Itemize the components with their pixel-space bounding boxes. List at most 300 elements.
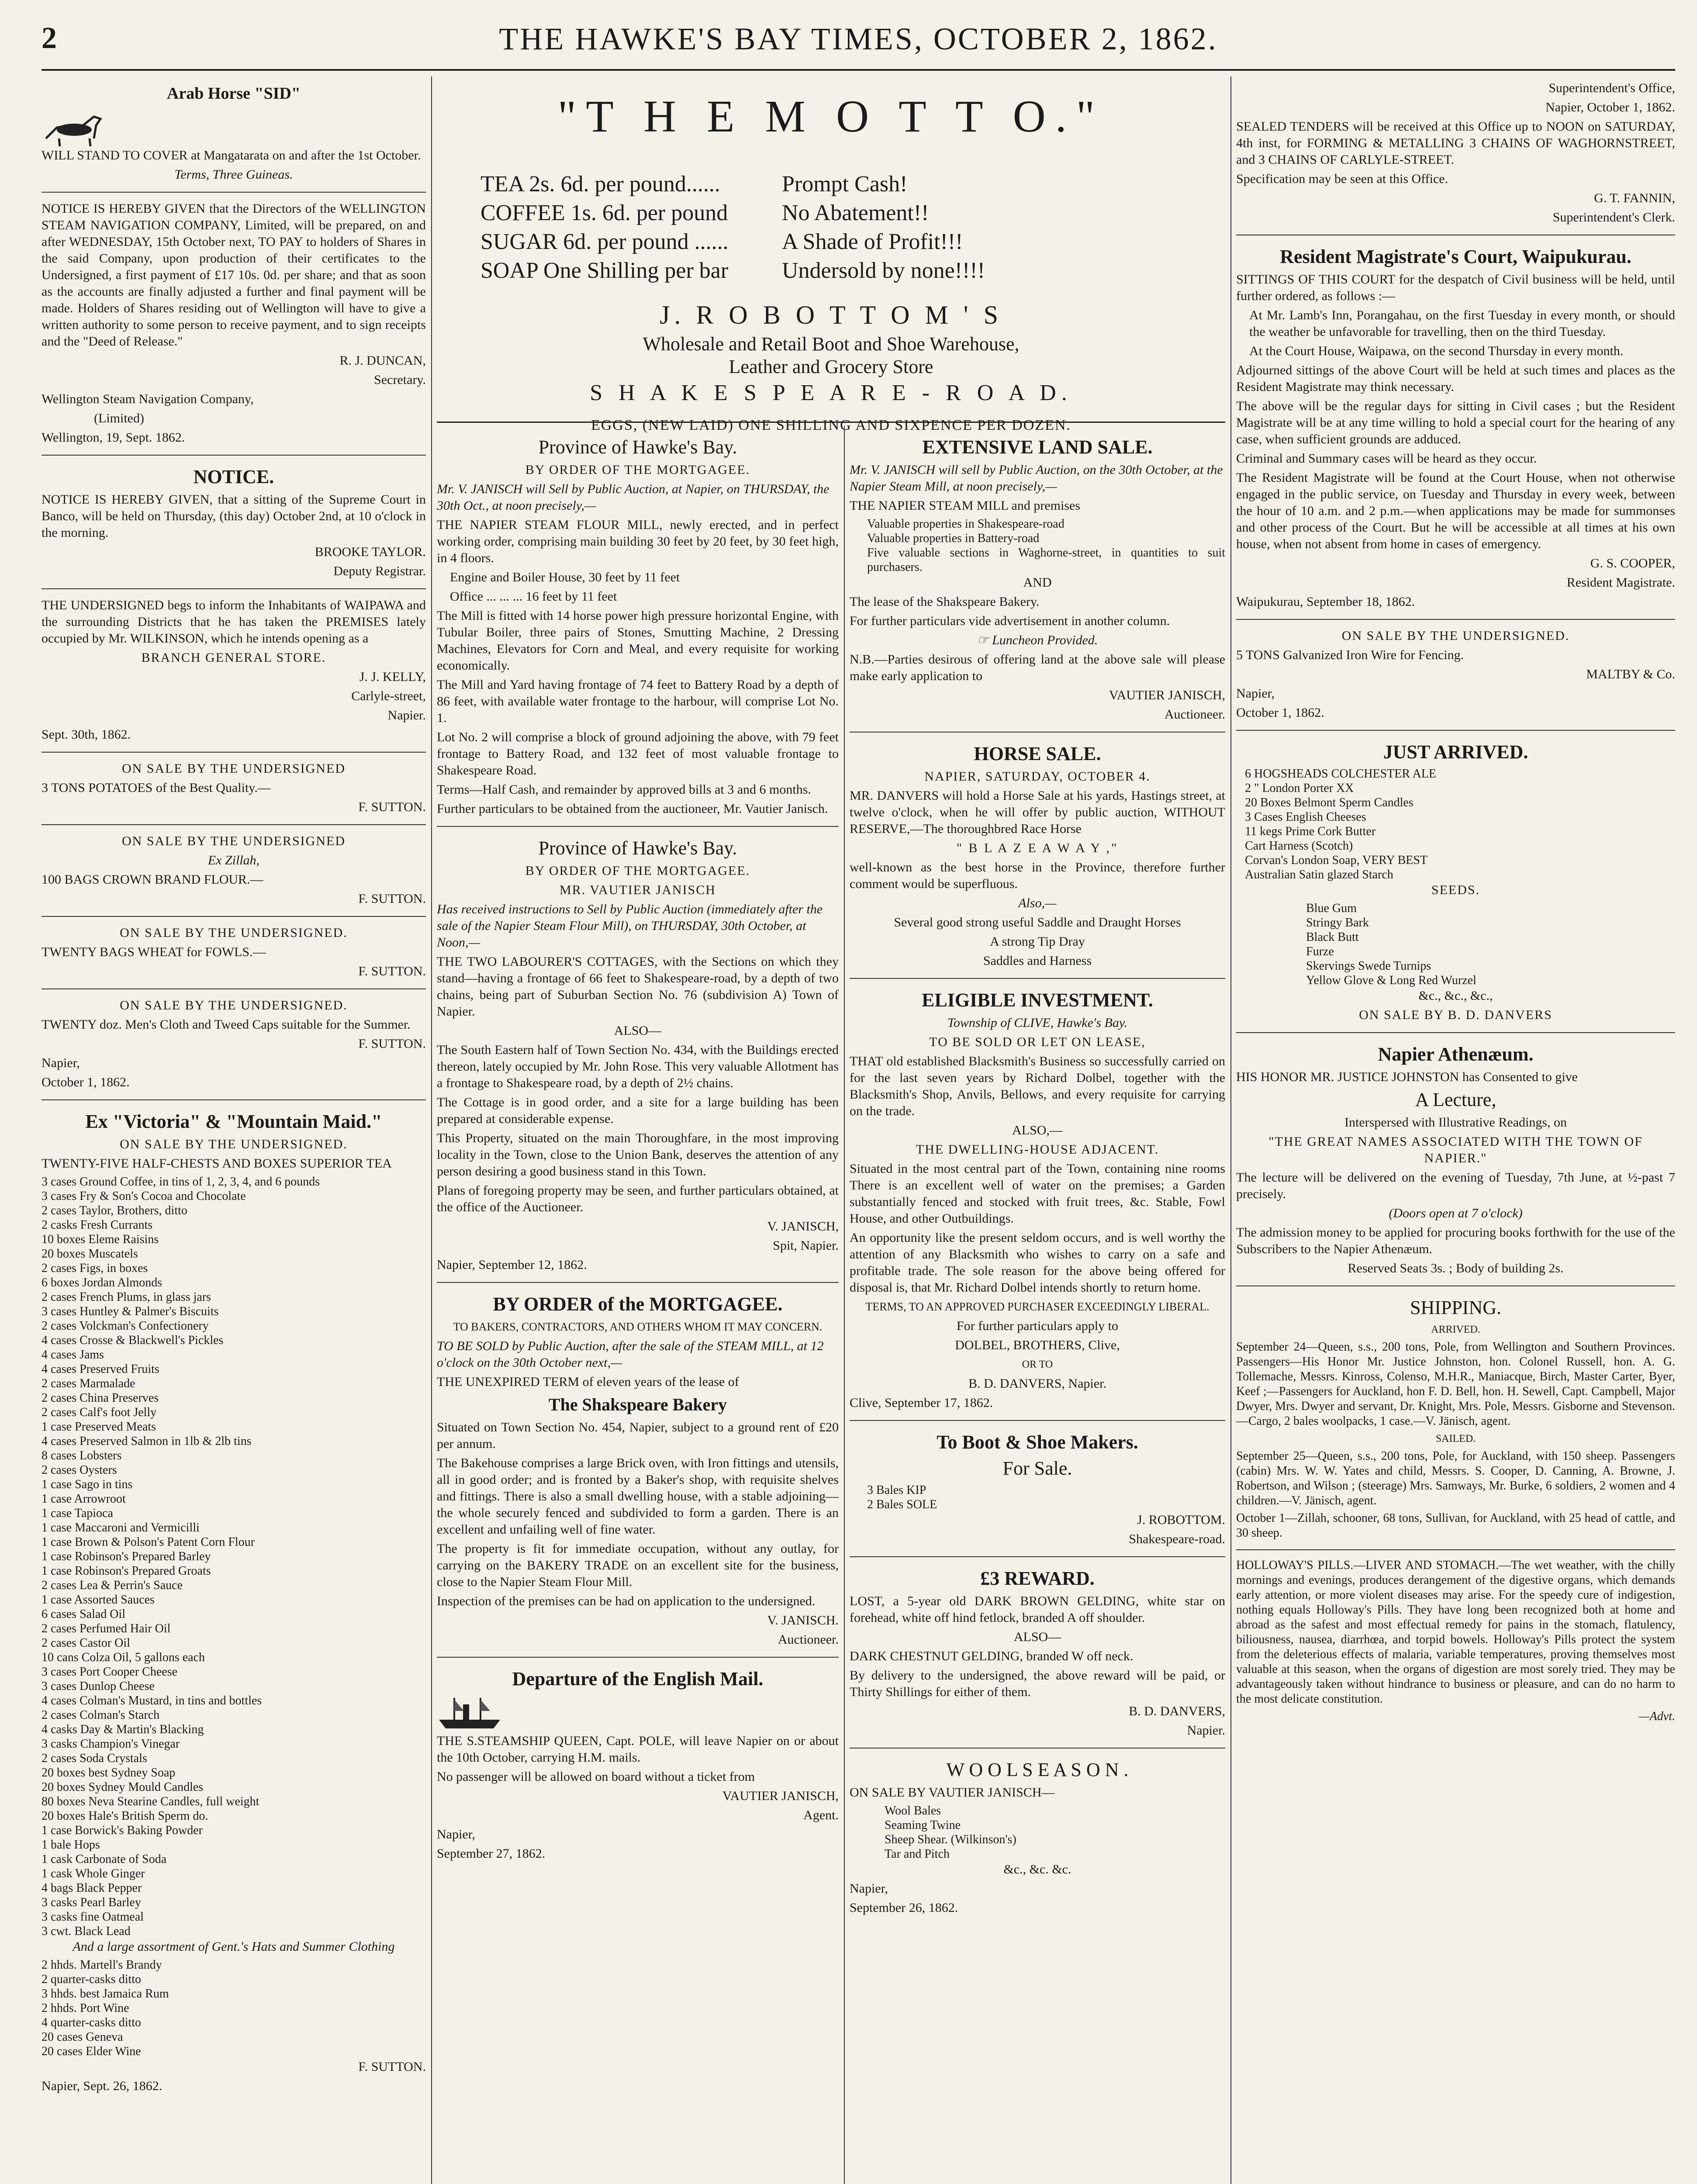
signer: VAUTIER JANISCH, <box>1109 688 1225 702</box>
shipping-entry: September 24—Queen, s.s., 200 tons, Pole, from Wellington and Southern Provinces. Passengers—His Honor Mr. Justice Johnston, hon. Colonel Russell, hon. A. G. Tollemache, Messrs. Kinross, Colenso, M.H.R., Maniacque, Birch, Master Carter, Byer, Keef ;—Passengers for Auckland, hon F. D. Bell, hon. H. Sewell, Capt. Campbell, Major Dwyer, Mrs. Dwyer and servant, Dr. Knight, Mrs. Pole, Messrs. Gisborne and Stevenson.—Cargo, 2 bales woolpacks, 1 case.—V. Jänisch, agent. <box>1236 1340 1675 1428</box>
reward-ad <box>850 1562 1225 1749</box>
list-item: Wool Bales <box>885 1804 941 1818</box>
list-item: 1 case Maccaroni and Vermicilli <box>41 1521 200 1534</box>
signer: F. SUTTON. <box>358 892 426 906</box>
tenders-ad <box>1236 76 1675 235</box>
list-item: 3 Bales KIP <box>867 1483 926 1497</box>
ad-paragraph: Situated on Town Section No. 454, Napier, subject to a ground rent of £20 per annum. <box>437 1420 839 1451</box>
ad-heading: ON SALE BY THE UNDERSIGNED. <box>1341 629 1570 643</box>
motto-title: "T H E M O T T O." <box>557 91 1105 142</box>
investment-ad <box>850 983 1225 1421</box>
lecture-topic: "THE GREAT NAMES ASSOCIATED WITH THE TOWN OF NAPIER." <box>1268 1134 1643 1165</box>
ad-paragraph: At Mr. Lamb's Inn, Porangahau, on the first Tuesday in every month, or should the weather be unfavorable for travelling, then on the third Tuesday. <box>1249 308 1675 339</box>
list-item: 20 boxes Sydney Mould Candles <box>41 1780 204 1794</box>
grocery-list <box>41 1175 426 1939</box>
ad-place: Napier, <box>1236 686 1275 701</box>
ad-date: Waipukurau, September 18, 1862. <box>1236 594 1415 609</box>
ad-text: ON SALE BY VAUTIER JANISCH— <box>850 1785 1055 1800</box>
arrived-items-list <box>1245 767 1675 882</box>
price-item: COFFEE 1s. 6d. per pound <box>480 200 728 225</box>
just-arrived-ad <box>1236 735 1675 1033</box>
terms-note: TERMS, TO AN APPROVED PURCHASER EXCEEDINGLY LIBERAL. <box>865 1300 1210 1313</box>
list-item: 3 cwt. Black Lead <box>41 1925 131 1938</box>
bakery-name: The Shakspeare Bakery <box>548 1395 727 1414</box>
ad-subheading: Township of CLIVE, Hawke's Bay. <box>947 1016 1127 1030</box>
list-item: Australian Satin glazed Starch <box>1245 868 1393 881</box>
also-label: Also,— <box>1018 896 1057 910</box>
signer-role: Secretary. <box>374 373 426 387</box>
list-item: 6 boxes Jordan Almonds <box>41 1276 162 1289</box>
sailed-label: SAILED. <box>1435 1433 1476 1444</box>
doors-note: (Doors open at 7 o'clock) <box>1389 1206 1523 1220</box>
firm-name: DOLBEL, BROTHERS, Clive, <box>955 1338 1120 1352</box>
ad-place <box>437 1257 839 1273</box>
list-item: 1 case Tapioca <box>41 1507 113 1520</box>
ad-paragraph: Lot No. 2 will comprise a block of ground adjoining the above, with 79 feet frontage to Battery Road, and 132 feet of most valuable frontage to Shakespeare Road. <box>437 730 839 778</box>
signer: F. SUTTON. <box>358 2060 426 2074</box>
list-item: Corvan's London Soap, VERY BEST <box>1245 854 1428 867</box>
motto-advertisement <box>437 76 1225 433</box>
list-item: 2 Bales SOLE <box>867 1498 937 1511</box>
ad-heading: JUST ARRIVED. <box>1383 741 1528 763</box>
potatoes-ad <box>41 757 426 825</box>
caps-ad <box>41 994 426 1100</box>
date-text: September 12, <box>478 1258 554 1272</box>
ad-subheading: BY ORDER OF THE MORTGAGEE. <box>525 864 750 878</box>
signer-role: Auctioneer. <box>1164 707 1225 722</box>
ad-paragraph: N.B.—Parties desirous of offering land at the above sale will please make early application to <box>850 652 1225 683</box>
ad-paragraph: The property is fit for immediate occupation, without any outlay, for carrying on the BAKERY TRADE on an excellent site for the business, close to the Napier Steam Flour Mill. <box>437 1541 839 1589</box>
list-item: 8 cases Lobsters <box>41 1449 122 1462</box>
arrived-label: ARRIVED. <box>1431 1324 1480 1335</box>
ad-paragraph: No passenger will be allowed on board without a ticket from <box>437 1769 755 1784</box>
ad-heading: Province of Hawke's Bay. <box>538 436 737 458</box>
boot-makers-ad <box>850 1425 1225 1557</box>
list-item: 2 cases Oysters <box>41 1463 117 1477</box>
list-item: 2 cases Calf's foot Jelly <box>41 1406 157 1419</box>
also-label: ALSO— <box>614 1023 662 1038</box>
list-item: 10 boxes Eleme Raisins <box>41 1233 159 1246</box>
ad-heading: ON SALE BY THE UNDERSIGNED. <box>120 926 348 940</box>
arab-horse-ad <box>41 76 426 193</box>
ad-text: THE UNDERSIGNED begs to inform the Inhabitants of WAIPAWA and the surrounding Districts that he has taken the PREMISES lately occupied by Mr. WILKINSON, which he intends opening as a <box>41 598 426 646</box>
ad-paragraph: The Bakehouse comprises a large Brick oven, with Iron fittings and utensils, all in good order; and is fronted by a Baker's shop, with requisite shelves and fittings. There is also a small dwelling house, with a stable adjoining—the whole securely fenced and subdivided to form a garden. There is an excellent and unfailing well of fine water. <box>437 1456 839 1537</box>
ad-heading: Ex "Victoria" & "Mountain Maid." <box>85 1111 382 1132</box>
list-item: Seaming Twine <box>885 1818 961 1832</box>
cottages-ad <box>437 831 839 1283</box>
ad-date: Napier, Sept. 26, 1862. <box>41 2079 162 2093</box>
ad-date: Sept. 30th, 1862. <box>41 727 131 742</box>
ad-text: TWENTY doz. Men's Cloth and Tweed Caps suitable for the Summer. <box>41 1017 411 1032</box>
signer: VAUTIER JANISCH, <box>722 1789 839 1803</box>
ad-paragraph: Adjourned sittings of the above Court will be held at such times and places as the Resident Magistrate may think necessary. <box>1236 363 1675 394</box>
list-item: 2 casks Fresh Currants <box>41 1218 153 1232</box>
list-item: 6 cases Salad Oil <box>41 1607 126 1621</box>
list-item: 2 cases Figs, in boxes <box>41 1261 148 1275</box>
ad-paragraph: The above will be the regular days for sitting in Civil cases ; but the Resident Magistrate will be at any time willing to hold a special court for the hearing of any case, when sufficient grounds are adduced. <box>1236 399 1675 446</box>
ad-paragraph: Further particulars to be obtained from the auctioneer, Mr. Vautier Janisch. <box>437 802 828 816</box>
ad-intro: TO BE SOLD by Public Auction, after the sale of the STEAM MILL, at 12 o'clock on the 30th October next,— <box>437 1339 824 1370</box>
list-item: 3 cases Ground Coffee, in tins of 1, 2, 3, 4, and 6 pounds <box>41 1175 320 1189</box>
lecture-label: A Lecture, <box>1415 1089 1497 1110</box>
house-title: THE DWELLING-HOUSE ADJACENT. <box>916 1142 1159 1157</box>
magistrate-court-ad <box>1236 240 1675 620</box>
pointing-hand-icon: ☞ <box>977 633 992 647</box>
list-item: 2 quarter-casks ditto <box>41 1973 142 1986</box>
signer: B. D. DANVERS, <box>1129 1704 1225 1718</box>
ad-text: 3 TONS POTATOES of the Best Quality.— <box>41 781 271 795</box>
list-item: 2 cases Colman's Starch <box>41 1708 160 1722</box>
price-slogan: No Abatement!! <box>782 200 929 225</box>
wool-season-ad <box>850 1753 1225 1925</box>
ad-paragraph: The South Eastern half of Town Section No. 434, with the Buildings erected thereon, lately occupied by Mr. John Rose. This very valuable Allotment has a frontage to Shakespeare road, by a depth of 2½ chains. <box>437 1043 839 1090</box>
seeds-list <box>1306 901 1675 988</box>
ad-subheading: Ex Zillah, <box>207 853 260 867</box>
store-name: BRANCH GENERAL STORE. <box>141 650 326 665</box>
ad-heading: £3 REWARD. <box>980 1568 1095 1589</box>
signer-street: Carlyle-street, <box>351 689 426 703</box>
ad-text: HIS HONOR MR. JUSTICE JOHNSTON has Consented to give <box>1236 1070 1578 1084</box>
signer: J. ROBOTTOM. <box>1137 1513 1225 1527</box>
ad-intro: Has received instructions to Sell by Public Auction (immediately after the sale of the Napier Steam Flour Mill), on THURSDAY, 30th October, at Noon,— <box>437 902 823 950</box>
ad-text: HOLLOWAY'S PILLS.—LIVER AND STOMACH.—The wet weather, with the chilly mornings and evenings, produces derangement of the digestive organs, which demands early attention, or more violent diseases may arise. For the speedy cure of indigestion, nothing equals Holloway's Pills. They have long been recognized both at home and abroad as the safest and most effectual remedy for pains in the stomach, flatulency, biliousness, nausea, diarrhœa, and torpid bowels. Holloway's Pills protect the system from the deleterious effects of malaria, variable temperatures, proving themselves most valuable at this season, when the organs of digestion are most sorely tried. They may be advantageously taken without hindrance to business or pleasure, and can do no harm to the most delicate constitution. <box>1236 1559 1675 1706</box>
column-rule <box>1230 76 1231 2184</box>
ad-text: THAT old established Blacksmith's Business so successfully carried on for the last seven years by Richard Dolbel, together with the Blacksmith's Shop, Anvils, Bellows, and every requisite for carrying on the trade. <box>850 1054 1225 1118</box>
advert-mark: —Advt. <box>1638 1710 1675 1723</box>
list-item: 1 case Arrowroot <box>41 1492 126 1506</box>
grocery-ad <box>41 1105 426 2103</box>
list-item: 2 cases Marmalade <box>41 1377 135 1390</box>
list-item: 20 cases Elder Wine <box>41 2045 141 2058</box>
price-slogan: A Shade of Profit!!! <box>782 229 963 254</box>
list-item: 2 cases Castor Oil <box>41 1636 130 1650</box>
office-name: Superintendent's Office, <box>1548 81 1675 95</box>
list-item: 10 cans Colza Oil, 5 gallons each <box>41 1651 205 1664</box>
merchant-line: Leather and Grocery Store <box>729 356 933 377</box>
ad-text: NOTICE IS HEREBY GIVEN that the Directors of the WELLINGTON STEAM NAVIGATION COMPANY, Limited, will be prepared, on and after WEDNESDAY, 15th October next, TO PAY to holders of Shares in the said Company, upon production of their certificates to the Undersigned, a first payment of £17 10s. 0d. per share; and that as soon as the accounts are finally adjusted a further and final payment will be made. Holders of Shares residing out of Wellington will have to give a written authority to some person to receive payment, and to sign receipts and the "Deed of Release." <box>41 201 426 349</box>
ad-text: THE NAPIER STEAM FLOUR MILL, newly erected, and in perfect working order, comprising main building 30 feet by 20 feet, by 30 feet high, in 4 floors. <box>437 518 839 565</box>
etc-label: &c., &c. &c. <box>1003 1862 1071 1876</box>
list-item: 2 " London Porter XX <box>1245 781 1354 795</box>
ad-heading: ON SALE BY THE UNDERSIGNED <box>122 834 346 848</box>
list-item: 1 cask Carbonate of Soda <box>41 1852 167 1866</box>
column-3 <box>850 430 1225 2184</box>
list-item: 1 case Preserved Meats <box>41 1420 156 1434</box>
ad-heading: EXTENSIVE LAND SALE. <box>922 436 1153 458</box>
signer: V. JANISCH, <box>767 1219 839 1234</box>
column-rule <box>844 426 845 2184</box>
ad-subheading: NAPIER, SATURDAY, OCTOBER 4. <box>924 769 1151 784</box>
ad-intro: Mr. V. JANISCH will sell by Public Auction, on the 30th October, at the Napier Steam Mill, at noon precisely,— <box>850 463 1223 494</box>
list-item: 4 cases Preserved Salmon in 1lb & 2lb tins <box>41 1434 252 1448</box>
ad-lead: TWENTY-FIVE HALF-CHESTS AND BOXES SUPERIOR TEA <box>41 1156 392 1171</box>
signer: BROOKE TAYLOR. <box>315 545 426 559</box>
list-item: Skervings Swede Turnips <box>1306 959 1431 973</box>
price-item: SOAP One Shilling per bar <box>480 258 729 283</box>
ad-date: October 1, 1862. <box>41 1075 130 1089</box>
list-item: 4 bags Black Pepper <box>41 1881 142 1895</box>
signer-role: Resident Magistrate. <box>1566 575 1675 590</box>
price-row <box>480 170 1225 199</box>
merchant-name: J. R O B O T T O M ' S <box>660 301 1002 329</box>
signer: F. SUTTON. <box>358 964 426 978</box>
ad-text: THE UNEXPIRED TERM of eleven years of the lease of <box>437 1375 739 1389</box>
court-notice-ad <box>41 460 426 589</box>
ad-text: MR. DANVERS will hold a Horse Sale at his yards, Hastings street, at twelve o'clock, when he will offer by public auction, WITHOUT RESERVE,—The thoroughbred Race Horse <box>850 788 1225 836</box>
ad-item: Several good strong useful Saddle and Draught Horses <box>894 915 1181 930</box>
ad-text: TWENTY BAGS WHEAT for FOWLS.— <box>41 945 266 959</box>
wheat-ad <box>41 921 426 989</box>
flour-ad <box>41 829 426 917</box>
list-item: 11 kegs Prime Cork Butter <box>1245 825 1376 838</box>
ad-subheading: TO BAKERS, CONTRACTORS, AND OTHERS WHOM IT MAY CONCERN. <box>453 1320 823 1333</box>
boot-items-list <box>867 1483 1225 1512</box>
etc-label: &c., &c., &c., <box>1418 988 1493 1003</box>
list-item: 2 cases Taylor, Brothers, ditto <box>41 1204 187 1217</box>
list-item: 2 cases China Preserves <box>41 1391 159 1405</box>
list-item: 1 case Robinson's Prepared Groats <box>41 1564 211 1578</box>
ad-place: Napier, <box>437 1827 475 1842</box>
ad-paragraph: An opportunity like the present seldom occurs, and is well worthy the attention of any Blacksmith who wishes to carry on a safe and profitable trade. The sole reason for the above being offered for disposal is, that Mr. Richard Dolbel intends shortly to return home. <box>850 1230 1225 1295</box>
list-item: Tar and Pitch <box>885 1847 950 1861</box>
ad-tail: And a large assortment of Gent.'s Hats and Summer Clothing <box>73 1939 395 1954</box>
or-label: OR TO <box>1022 1359 1053 1370</box>
ad-date: September 27, 1862. <box>437 1846 546 1861</box>
list-item: 2 cases Volckman's Confectionery <box>41 1319 209 1333</box>
list-item: 3 cases Fry & Son's Cocoa and Chocolate <box>41 1189 246 1203</box>
ad-paragraph: At the Court House, Waipawa, on the second Thursday in every month. <box>1249 344 1624 358</box>
list-item: 2 hhds. Martell's Brandy <box>41 1958 162 1972</box>
ad-date: September 26, 1862. <box>850 1901 958 1915</box>
ad-place: Napier, <box>850 1881 888 1896</box>
list-item: 1 case Assorted Sauces <box>41 1593 155 1607</box>
list-item: 2 hhds. Port Wine <box>41 2001 129 2015</box>
ad-paragraph: DARK CHESTNUT GELDING, branded W off neck. <box>850 1649 1134 1663</box>
ad-paragraph: Interspersed with Illustrative Readings, on <box>1344 1115 1567 1130</box>
list-item: 20 cases Geneva <box>41 2030 123 2044</box>
list-item: 1 case Borwick's Baking Powder <box>41 1824 203 1837</box>
list-item: 4 cases Preserved Fruits <box>41 1362 159 1376</box>
signer-place: Spit, Napier. <box>773 1238 839 1253</box>
list-item: 4 casks Day & Martin's Blacking <box>41 1723 204 1736</box>
ad-text: 5 TONS Galvanized Iron Wire for Fencing. <box>1236 648 1464 662</box>
list-item: 3 cases Dunlop Cheese <box>41 1679 155 1693</box>
ad-heading: SHIPPING. <box>1410 1297 1502 1318</box>
engine-house: Engine and Boiler House, 30 feet by 11 feet <box>450 570 680 584</box>
horse-icon <box>41 108 107 147</box>
company-name: Wellington Steam Navigation Company, <box>41 392 254 406</box>
ad-heading: HORSE SALE. <box>974 743 1101 764</box>
signer-town: Napier. <box>387 708 426 722</box>
list-item: 1 case Sago in tins <box>41 1478 133 1491</box>
ad-text: LOST, a 5-year old DARK BROWN GELDING, white star on forehead, white off hind fetlock, branded A off shoulder. <box>850 1594 1225 1625</box>
horse-sale-ad <box>850 737 1225 979</box>
list-item: 1 case Brown & Polson's Patent Corn Flour <box>41 1535 255 1549</box>
price-item: TEA 2s. 6d. per pound...... <box>480 172 720 197</box>
branch-store-ad <box>41 594 426 753</box>
signer-place: Napier. <box>1187 1723 1225 1738</box>
ad-intro: Mr. V. JANISCH will Sell by Public Auction, at Napier, on THURSDAY, the 30th Oct., at noon precisely,— <box>437 482 829 513</box>
ad-paragraph: Inspection of the premises can be had on application to the undersigned. <box>437 1594 816 1608</box>
wire-ad <box>1236 624 1675 731</box>
steam-navigation-ad <box>41 197 426 456</box>
list-item: 1 cask Whole Ginger <box>41 1867 145 1880</box>
list-item: Cart Harness (Scotch) <box>1245 839 1353 853</box>
ad-text: NOTICE IS HEREBY GIVEN, that a sitting of the Supreme Court in Banco, will be held on Thursday, (this day) October 2nd, at 10 o'clock in the morning. <box>41 492 426 540</box>
signer: MALTBY & Co. <box>1586 667 1675 681</box>
ad-item: Saddles and Harness <box>983 954 1092 968</box>
shipping-entry: October 1—Zillah, schooner, 68 tons, Sullivan, for Auckland, with 25 head of cattle, and 30 sheep. <box>1236 1511 1675 1540</box>
list-item: 2 cases Perfumed Hair Oil <box>41 1622 171 1635</box>
list-item: 80 boxes Neva Stearine Candles, full weight <box>41 1795 259 1808</box>
list-item: Furze <box>1306 945 1334 958</box>
ad-paragraph: The Mill and Yard having frontage of 74 feet to Battery Road by a depth of 86 feet, with available water frontage to the harbour, will comprise Lot No. 1. <box>437 677 839 725</box>
ad-paragraph: The Cottage is in good order, and a site for a large building has been prepared at considerable expense. <box>437 1095 839 1126</box>
ad-subheading: For Sale. <box>1002 1458 1072 1479</box>
ad-text: 100 BAGS CROWN BRAND FLOUR.— <box>41 872 263 887</box>
list-item: 4 cases Crosse & Blackwell's Pickles <box>41 1334 224 1347</box>
ad-heading: To Boot & Shoe Makers. <box>937 1431 1138 1453</box>
signer: F. SUTTON. <box>358 1037 426 1051</box>
shipping-entry: September 25—Queen, s.s., 200 tons, Pole, for Auckland, with 150 sheep. Passengers (cabin) Mrs. W. W. Yates and child, Messrs. S. Cooper, D. Canning, A. Browne, J. Robertson, and Wilson ; (steerage) Mrs. Samways, Mr. Burke, 6 soldiers, 2 women and 4 children.—V. Jänisch, agent. <box>1236 1449 1675 1507</box>
list-item: 1 bale Hops <box>41 1838 100 1852</box>
office-size: Office ... ... ... 16 feet by 11 feet <box>450 589 617 604</box>
ad-heading: Napier Athenæum. <box>1378 1044 1534 1065</box>
flour-mill-ad <box>437 430 839 827</box>
column-2 <box>437 430 839 2184</box>
ad-paragraph: This Property, situated on the main Thoroughfare, in the most improving locality in the Town, close to the Union Bank, deserves the attention of any person desiring a good business stand in this Town. <box>437 1131 839 1178</box>
bakery-ad <box>437 1287 839 1658</box>
ad-terms: Terms, Three Guineas. <box>174 167 293 182</box>
luncheon-note <box>850 632 1225 649</box>
ad-text: SITTINGS OF THIS COURT for the despatch of Civil business will be held, until further ordered, as follows :— <box>1236 272 1675 303</box>
ad-subheading: BY ORDER OF THE MORTGAGEE. <box>525 463 750 477</box>
ad-paragraph: The Mill is fitted with 14 horse power high pressure horizontal Engine, with Tubular Boiler, three pairs of Stones, Smutting Machine, 2 Dressing Machines, Elevators for Corn and Meal, and every requisite for working economically. <box>437 608 839 673</box>
price-slogan: Prompt Cash! <box>782 172 908 197</box>
more-info: For further particulars apply to <box>957 1319 1118 1333</box>
ad-paragraph: Criminal and Summary cases will be heard as they occur. <box>1236 451 1537 466</box>
ad-heading: BY ORDER of the MORTGAGEE. <box>493 1293 783 1315</box>
list-item: 3 cases Port Cooper Cheese <box>41 1665 178 1679</box>
office-date: Napier, October 1, 1862. <box>1545 100 1675 114</box>
list-item: 3 casks Pearl Barley <box>41 1896 141 1909</box>
price-row <box>480 199 1225 228</box>
signer-role: Auctioneer. <box>778 1632 839 1647</box>
merchant-street: S H A K E S P E A R E - R O A D. <box>590 380 1072 405</box>
ad-subheading: ON SALE BY THE UNDERSIGNED. <box>120 1137 348 1151</box>
english-mail-ad <box>437 1662 839 1871</box>
list-item: Blue Gum <box>1306 902 1357 915</box>
list-item: Valuable properties in Shakespeare-road <box>867 517 1065 531</box>
holloway-ad <box>1236 1555 1675 1733</box>
column-1 <box>41 76 426 2184</box>
list-item: 3 Cases English Cheeses <box>1245 810 1366 824</box>
seeds-heading: SEEDS. <box>1431 883 1480 897</box>
list-item: 2 cases Lea & Perrin's Sauce <box>41 1579 183 1592</box>
ad-paragraph: Specification may be seen at this Office. <box>1236 172 1448 186</box>
ad-heading: Departure of the English Mail. <box>512 1668 764 1690</box>
column-rule <box>431 76 432 2184</box>
signer-role: Deputy Registrar. <box>333 564 426 578</box>
ad-heading: NOTICE. <box>193 466 274 487</box>
also-label: ALSO,— <box>1012 1123 1063 1137</box>
ad-paragraph: Terms—Half Cash, and remainder by approved bills at 3 and 6 months. <box>437 782 811 797</box>
merchant-line: Wholesale and Retail Boot and Shoe Warehouse, <box>643 333 1020 355</box>
list-item: 3 casks fine Oatmeal <box>41 1910 144 1924</box>
ad-text: SEALED TENDERS will be received at this Office up to NOON on SATURDAY, 4th inst, for FORMING & METALLING 3 CHAINS OF WAGHORNSTREET, and 3 CHAINS OF CARLYLE-STREET. <box>1236 119 1675 167</box>
company-ltd: (Limited) <box>94 411 144 425</box>
price-row <box>480 256 1225 285</box>
luncheon-text: Luncheon Provided. <box>992 633 1098 647</box>
ad-paragraph: The Resident Magistrate will be found at the Court House, when not otherwise engaged in the public service, on Tuesday and Thursday in every week, between the hour of 10 a.m. and 2 p.m.—when applications may be made for summonses and other process of the Court. But he will be accessible at all times at his own house, when not absent from home in cases of emergency. <box>1236 470 1675 551</box>
signer-role: Agent. <box>803 1808 839 1822</box>
ad-date: Wellington, 19, Sept. 1862. <box>41 430 185 445</box>
sale-terms: TO BE SOLD OR LET ON LEASE, <box>929 1035 1146 1049</box>
newspaper-title: THE HAWKE'S BAY TIMES, OCTOBER 2, 1862. <box>499 21 1218 56</box>
ad-text: THE TWO LABOURER'S COTTAGES, with the Sections on which they stand—having a frontage of 66 feet to Shakespeare-road, by a depth of two chains, being part of Suburban Section No. 76 (subdivision A) Town of Napier. <box>437 954 839 1019</box>
signer: V. JANISCH. <box>767 1613 839 1628</box>
list-item: 3 cases Huntley & Palmer's Biscuits <box>41 1305 219 1318</box>
athenaeum-ad <box>1236 1037 1675 1286</box>
eggs-notice: EGGS, (NEW LAID) ONE SHILLING AND SIXPENCE PER DOZEN. <box>591 417 1071 433</box>
signer-place: Shakespeare-road. <box>1129 1532 1225 1546</box>
alt-contact: B. D. DANVERS, Napier. <box>968 1376 1106 1391</box>
price-item: SUGAR 6d. per pound ...... <box>480 229 729 254</box>
list-item: 4 cases Jams <box>41 1348 104 1362</box>
price-slogan: Undersold by none!!!! <box>782 258 985 283</box>
list-item: 3 casks Champion's Vinegar <box>41 1737 180 1751</box>
ad-paragraph: well-known as the best horse in the Province, therefore further comment would be superfluous. <box>850 860 1225 891</box>
list-item: Five valuable sections in Waghorne-street, in quantities to suit purchasers. <box>867 546 1225 574</box>
land-sale-ad <box>850 430 1225 733</box>
year-text: 1862. <box>557 1258 587 1272</box>
list-item: 20 Boxes Belmont Sperm Candles <box>1245 796 1414 809</box>
shipping-column <box>1236 1291 1675 1550</box>
price-row <box>480 228 1225 256</box>
list-item: 6 HOGSHEADS COLCHESTER ALE <box>1245 767 1436 781</box>
ad-paragraph: Plans of foregoing property may be seen, and further particulars obtained, at the office of the Auctioneer. <box>437 1183 839 1214</box>
masthead <box>41 17 1675 71</box>
ad-text: THE NAPIER STEAM MILL and premises <box>850 498 1080 513</box>
list-item: 20 boxes Hale's British Sperm do. <box>41 1809 208 1823</box>
list-item: Black Butt <box>1306 930 1359 944</box>
list-item: 20 boxes best Sydney Soap <box>41 1766 176 1780</box>
ad-date: Clive, September 17, 1862. <box>850 1396 993 1410</box>
ad-text: THE S.STEAMSHIP QUEEN, Capt. POLE, will leave Napier on or about the 10th October, carrying H.M. mails. <box>437 1734 839 1765</box>
list-item: 1 case Robinson's Prepared Barley <box>41 1550 211 1563</box>
place-text: Napier, <box>437 1258 475 1272</box>
ad-text: WILL STAND TO COVER at Mangatarata on and after the 1st October. <box>41 148 421 162</box>
ad-date: October 1, 1862. <box>1236 705 1324 720</box>
column-4 <box>1236 76 1675 2184</box>
ad-paragraph: By delivery to the undersigned, the above reward will be paid, or Thirty Shillings for either of them. <box>850 1668 1225 1699</box>
ad-heading: W O O L S E A S O N . <box>946 1759 1129 1780</box>
list-item: Sheep Shear. (Wilkinson's) <box>885 1833 1016 1846</box>
list-item: 4 cases Colman's Mustard, in tins and bottles <box>41 1694 262 1707</box>
signer: R. J. DUNCAN, <box>339 353 426 368</box>
land-items-list <box>867 517 1225 574</box>
list-item: 2 cases Soda Crystals <box>41 1752 147 1765</box>
signer: J. J. KELLY, <box>359 670 426 684</box>
list-item: 3 hhds. best Jamaica Rum <box>41 1987 169 2001</box>
page-number: 2 <box>41 21 57 55</box>
signer-role: Superintendent's Clerk. <box>1552 210 1675 225</box>
ad-paragraph: The lease of the Shakspeare Bakery. <box>850 594 1040 609</box>
list-item: Stringy Bark <box>1306 916 1369 930</box>
ad-heading: ON SALE BY THE UNDERSIGNED <box>122 761 346 776</box>
ad-heading: Resident Magistrate's Court, Waipukurau. <box>1280 246 1631 267</box>
ad-paragraph: Situated in the most central part of the Town, containing nine rooms There is an excellent well of water on the premises; a Garden substantially fenced and stocked with fruit trees, &c. Stable, Fowl House, and other Outbuildings. <box>850 1161 1225 1226</box>
